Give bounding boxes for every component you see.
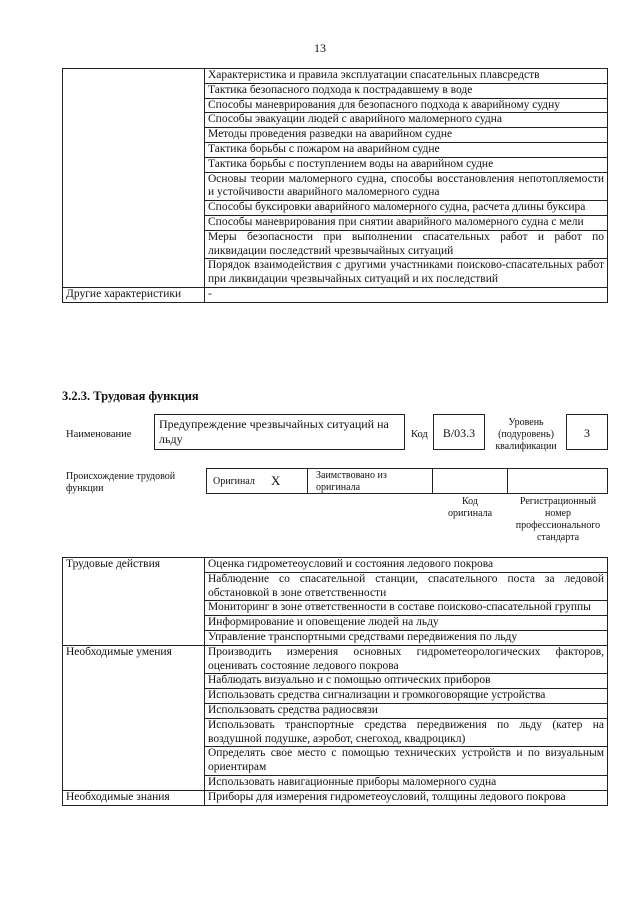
table-row: Тактика безопасного подхода к пострадавшему в воде <box>205 83 608 98</box>
empty-left-cell <box>63 69 205 288</box>
table-row: Использовать навигационные приборы маломерного судна <box>205 775 608 790</box>
table-row: Порядок взаимодействия с другими участниками поисково-спасательных работ при ликвидации чрезвычайных ситуаций и их последствий <box>205 259 608 288</box>
level-label: Уровень (подуровень) квалификации <box>495 417 557 452</box>
characteristics-table <box>62 68 608 303</box>
table-row: Основы теории маломерного судна, способы восстановления непотопляемости и устойчивости аварийного маломерного судна <box>205 172 608 201</box>
table-row: Наблюдать визуально и с помощью оптических приборов <box>205 674 608 689</box>
original-box <box>206 468 308 494</box>
section-title: 3.2.3. Трудовая функция <box>62 389 199 403</box>
table-row: Характеристика и правила эксплуатации спасательных плавсредств <box>205 69 608 84</box>
table-row: Управление транспортными средствами передвижения по льду <box>205 630 608 645</box>
table-row: Информирование и оповещение людей на льду <box>205 616 608 631</box>
skills-label: Необходимые умения <box>63 645 205 790</box>
table-row: Использовать средства сигнализации и громкоговорящие устройства <box>205 689 608 704</box>
table-row: Оценка гидрометеоусловий и состояния ледового покрова <box>205 558 608 573</box>
table-row: Способы маневрирования для безопасного подхода к аварийному судну <box>205 98 608 113</box>
original-mark: X <box>271 473 281 488</box>
table-row: Приборы для измерения гидрометеоусловий, толщины ледового покрова <box>205 790 608 805</box>
knowledge-label: Необходимые знания <box>63 790 205 805</box>
other-characteristics-value: - <box>205 287 608 302</box>
actions-label: Трудовые действия <box>63 558 205 646</box>
other-characteristics-label: Другие характеристики <box>63 287 205 302</box>
table-row: Наблюдение со спасательной станции, спасательного поста за ледовой обстановкой в зоне ответственности <box>205 572 608 601</box>
labor-function-table <box>62 557 608 806</box>
table-row: Меры безопасности при выполнении спасательных работ и работ по ликвидации последствий чрезвычайных ситуаций <box>205 230 608 259</box>
reg-number-box <box>507 468 608 494</box>
table-row: Способы буксировки аварийного маломерного судна, расчета длины буксира <box>205 201 608 216</box>
original-label: Оригинал <box>213 476 255 487</box>
reg-number-label: Регистрационный номер профессионального стандарта <box>515 496 601 543</box>
page-number: 13 <box>314 41 326 55</box>
code-value: B/03.3 <box>433 414 485 450</box>
table-row: Мониторинг в зоне ответственности в составе поисково-спасательной группы <box>205 601 608 616</box>
borrowed-box <box>307 468 433 494</box>
table-row: Использовать средства радиосвязи <box>205 703 608 718</box>
name-value: Предупреждение чрезвычайных ситуаций на льду <box>154 414 405 450</box>
borrowed-label: Заимствовано из оригинала <box>316 470 387 493</box>
code-original-box <box>432 468 508 494</box>
table-row: Определять свое место с помощью технических устройств и по визуальным ориентирам <box>205 747 608 776</box>
table-row: Производить измерения основных гидрометеорологических факторов, оценивать состояние ледового покрова <box>205 645 608 674</box>
table-row: Методы проведения разведки на аварийном судне <box>205 128 608 143</box>
table-row: Тактика борьбы с поступлением воды на аварийном судне <box>205 157 608 172</box>
level-value: 3 <box>566 414 608 450</box>
table-row: Способы эвакуации людей с аварийного маломерного судна <box>205 113 608 128</box>
origin-label: Происхождение трудовой функции <box>66 471 176 494</box>
code-original-label: Код оригинала <box>447 496 493 519</box>
name-label: Наименование <box>66 429 132 440</box>
table-row: Способы маневрирования при снятии аварийного маломерного судна с мели <box>205 215 608 230</box>
table-row: Использовать транспортные средства передвижения по льду (катер на воздушной подушке, аэробот, снегоход, квадроцикл) <box>205 718 608 747</box>
code-label: Код <box>411 429 428 440</box>
table-row: Тактика борьбы с пожаром на аварийном судне <box>205 142 608 157</box>
